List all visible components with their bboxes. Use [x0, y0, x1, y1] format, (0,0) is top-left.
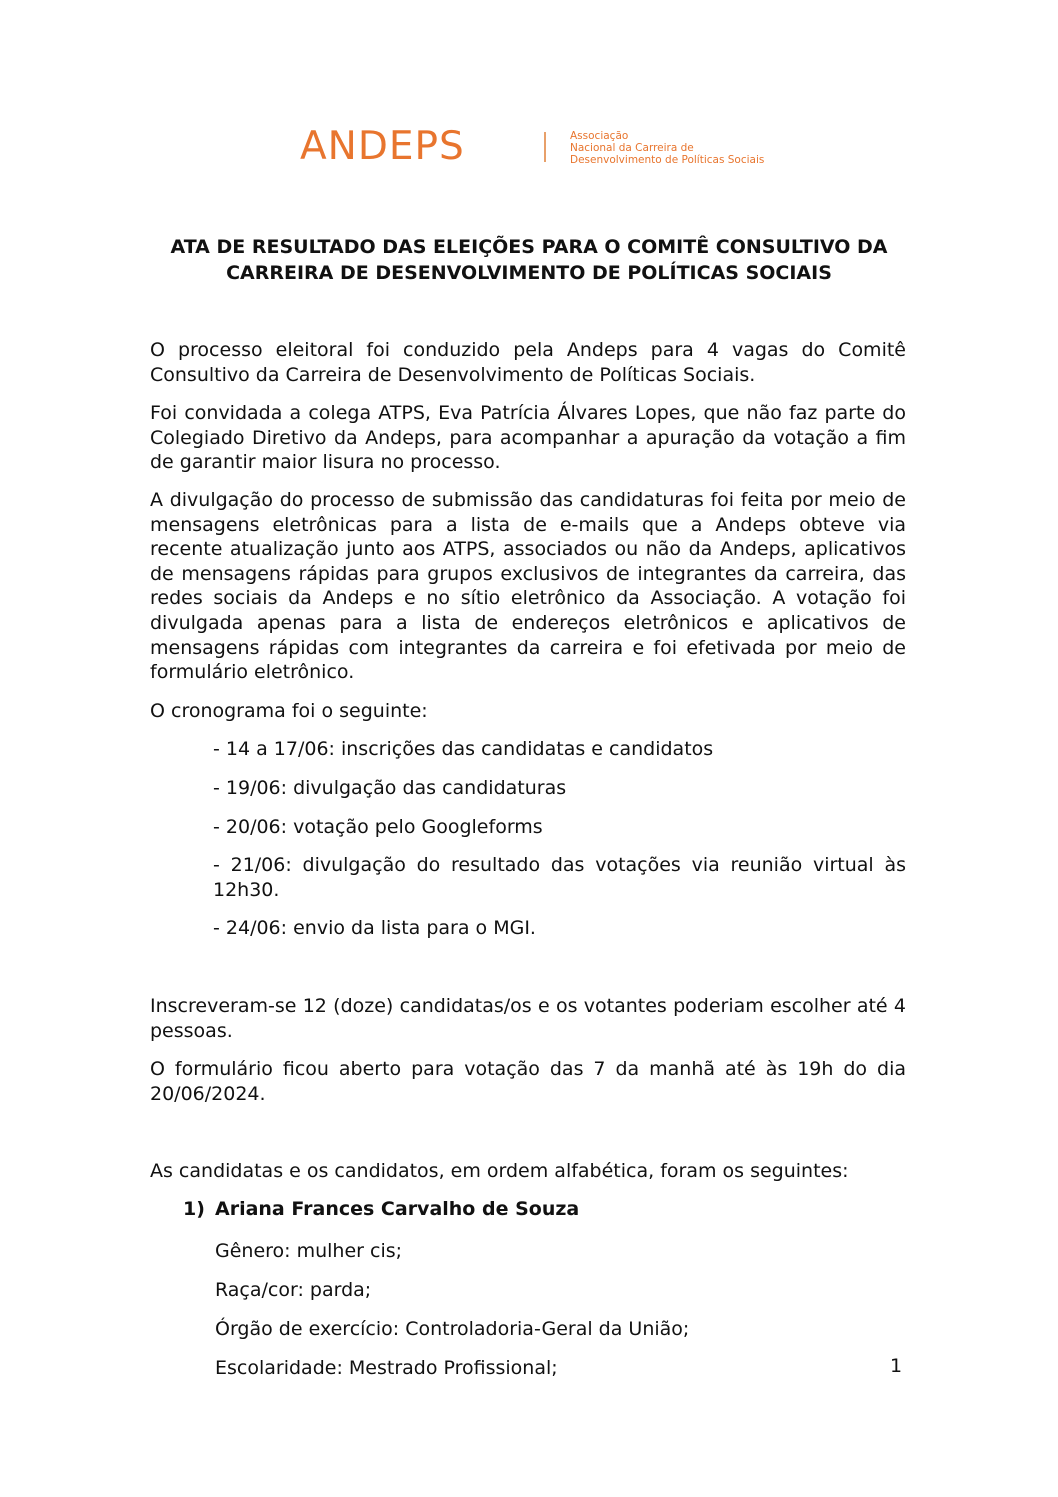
candidate-detail: Raça/cor: parda; [215, 1279, 372, 1301]
title-line-2: CARREIRA DE DESENVOLVIMENTO DE POLÍTICAS SOCIAIS [226, 262, 832, 284]
logo-subtitle [570, 130, 764, 166]
document-title [150, 234, 908, 286]
page-number: 1 [890, 1355, 903, 1377]
paragraph-form-period: O formulário ficou aberto para votação das 7 da manhã até às 19h do dia 20/06/2024. [150, 1058, 906, 1105]
title-line-1: ATA DE RESULTADO DAS ELEIÇÕES PARA O COMITÊ CONSULTIVO DA [170, 236, 888, 258]
candidate-heading [183, 1196, 579, 1222]
paragraph-electoral-process: O processo eleitoral foi conduzido pela Andeps para 4 vagas do Comitê Consultivo da Carreira de Desenvolvimento de Políticas Sociais. [150, 339, 906, 386]
paragraph-schedule-intro: O cronograma foi o seguinte: [150, 700, 428, 722]
schedule-item: - 19/06: divulgação das candidaturas [213, 777, 567, 799]
schedule-item: - 20/06: votação pelo Googleforms [213, 816, 543, 838]
schedule-item: - 14 a 17/06: inscrições das candidatas e candidatos [213, 738, 714, 760]
candidate-detail: Gênero: mulher cis; [215, 1240, 403, 1262]
logo-divider [544, 132, 546, 162]
schedule-item: - 24/06: envio da lista para o MGI. [213, 917, 536, 939]
paragraph-invited-colleague: Foi convidada a colega ATPS, Eva Patrícia Álvares Lopes, que não faz parte do Colegiado Diretivo da Andeps, para acompanhar a apuração da votação a fim de garantir maior lisura no processo. [150, 402, 906, 474]
candidate-detail: Escolaridade: Mestrado Profissional; [215, 1357, 558, 1379]
logo-subtitle-line: Nacional da Carreira de [570, 142, 694, 154]
paragraph-registered-candidates: Inscreveram-se 12 (doze) candidatas/os e os votantes poderiam escolher até 4 pessoas. [150, 995, 906, 1042]
logo-subtitle-line: Desenvolvimento de Políticas Sociais [570, 154, 765, 166]
candidate-number: 1) [183, 1198, 205, 1220]
andeps-logo [300, 118, 780, 178]
logo-wordmark: ANDEPS [300, 124, 465, 169]
candidate-name: Ariana Frances Carvalho de Souza [215, 1198, 580, 1220]
candidate-detail: Órgão de exercício: Controladoria-Geral da União; [215, 1318, 690, 1340]
logo-subtitle-line: Associação [570, 130, 629, 142]
paragraph-disclosure: A divulgação do processo de submissão das candidaturas foi feita por meio de mensagens eletrônicas para a lista de e-mails que a Andeps obteve via recente atualização junto aos ATPS, associados ou não da Andeps, aplicativos de mensagens rápidas para grupos exclusivos de integrantes da carreira, das redes sociais da Andeps e no sítio eletrônico da Associação. A votação foi divulgada apenas para a lista de endereços eletrônicos e aplicativos de mensagens rápidas com integrantes da carreira e foi efetivada por meio de formulário eletrônico. [150, 489, 906, 684]
paragraph-candidates-intro: As candidatas e os candidatos, em ordem alfabética, foram os seguintes: [150, 1160, 849, 1182]
schedule-item: - 21/06: divulgação do resultado das votações via reunião virtual às 12h30. [213, 854, 906, 901]
